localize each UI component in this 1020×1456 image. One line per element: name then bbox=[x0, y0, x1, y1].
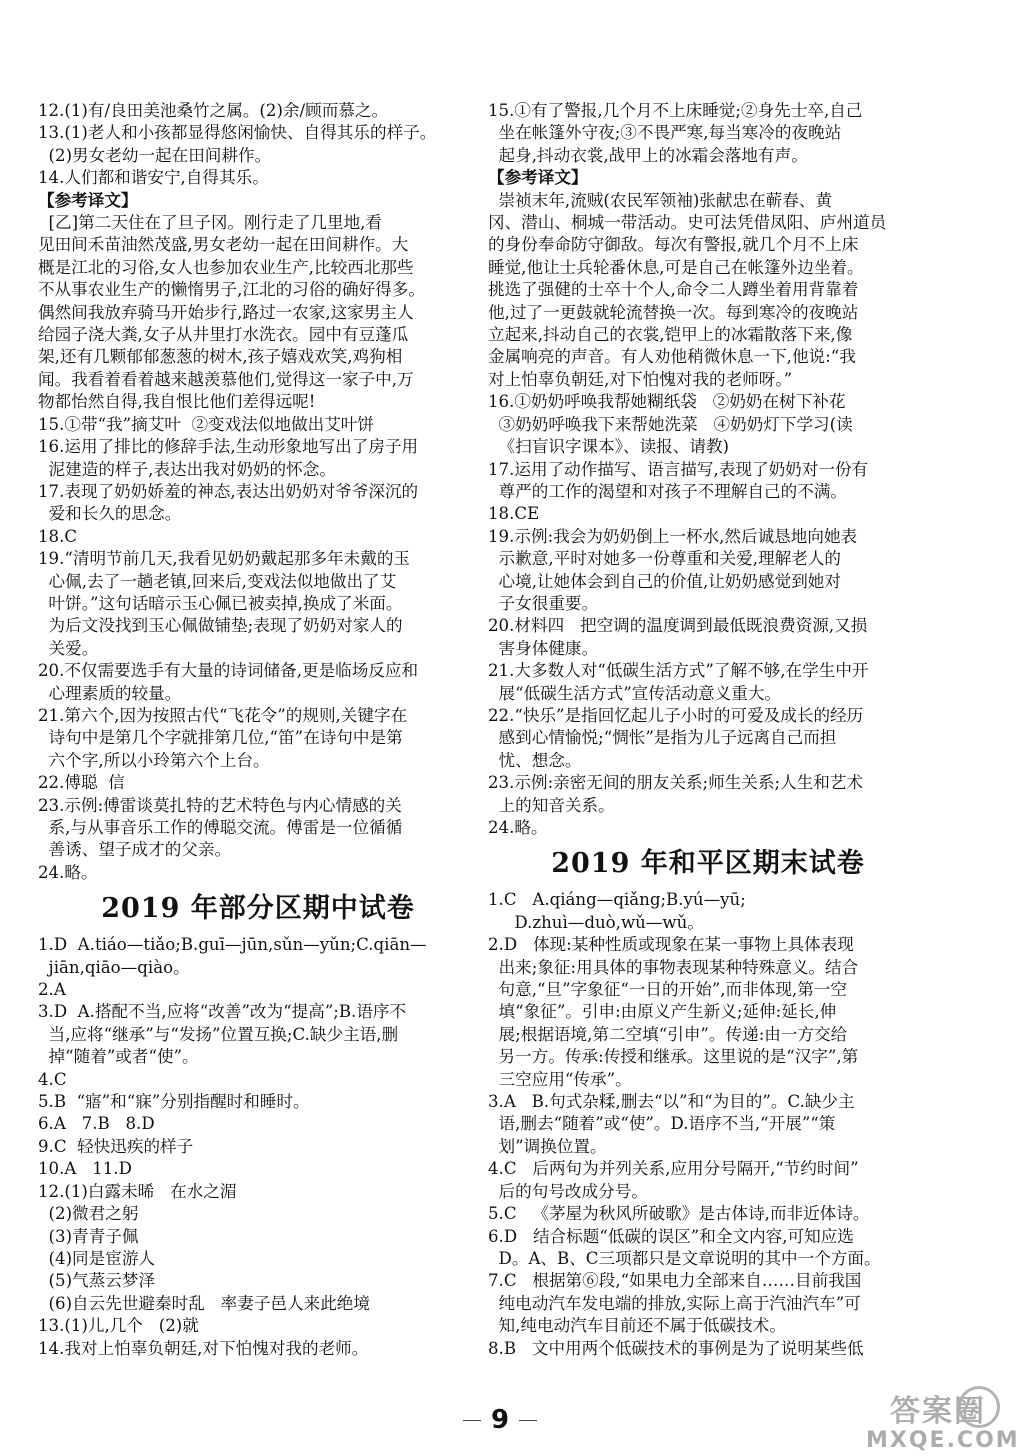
answer-line: 心佩,去了一趟老镇,回来后,变戏法似地做出了艾 bbox=[38, 571, 397, 591]
answer-line: (3)青青子佩 bbox=[38, 1226, 139, 1246]
answer-line: 系,与从事音乐工作的傅聪交流。傅雷是一位循循 bbox=[38, 818, 403, 837]
page-number-left-dash bbox=[463, 1420, 481, 1421]
answer-line: 16.运用了排比的修辞手法,生动形象地写出了房子用 bbox=[38, 437, 419, 457]
left-answers-b bbox=[38, 212, 478, 884]
answer-line: 后的句号改成分号。 bbox=[488, 1181, 648, 1201]
answer-line: 立起来,抖动自己的衣裳,铠甲上的冰霜散落下来,像 bbox=[488, 325, 853, 345]
answer-line: 的身份奉命防守御敌。每次有警报,就几个月不上床 bbox=[488, 235, 859, 255]
answer-line: 上的知音关系。 bbox=[488, 795, 615, 815]
right-answers-c bbox=[488, 889, 928, 1360]
answer-line: 18.CE bbox=[488, 504, 540, 524]
answer-line: 架,还有几颗郁郁葱葱的树木,孩子嬉戏欢笑,鸡狗相 bbox=[38, 347, 403, 367]
answer-line: 9.C 轻快迅疾的样子 bbox=[38, 1136, 194, 1156]
answer-line: (4)同是宦游人 bbox=[38, 1248, 156, 1268]
answer-line: (5)气蒸云梦泽 bbox=[38, 1271, 156, 1291]
answer-line: 15.①有了警报,几个月不上床睡觉;②身先士卒,自己 bbox=[488, 101, 863, 120]
answer-line: ③奶奶呼唤我下来帮她洗菜 ④奶奶灯下学习(读 bbox=[488, 414, 853, 434]
answer-line: 感到心情愉悦;“惆怅”是指为儿子远离自己而担 bbox=[488, 728, 837, 748]
answer-line: 善诱、望子成才的父亲。 bbox=[38, 840, 232, 860]
answer-line: 20.不仅需要选手有大量的诗词储备,更是临场反应和 bbox=[38, 661, 419, 681]
answer-line: 掉“随着”或者“使”。 bbox=[38, 1047, 199, 1067]
answer-line: 21.第六个,因为按照古代“飞花令”的规则,关键字在 bbox=[38, 705, 408, 725]
right-answers-a bbox=[488, 100, 928, 167]
answer-line: 22.傅聪 信 bbox=[38, 773, 125, 793]
answer-line: 16.①奶奶呼唤我帮她糊纸袋 ②奶奶在树下补花 bbox=[488, 392, 846, 412]
answer-line: 4.C bbox=[38, 1069, 67, 1089]
answer-line: 尊严的工作的渴望和对孩子不理解自己的不满。 bbox=[488, 481, 848, 501]
answer-line: 泥建造的样子,表达出我对奶奶的怀念。 bbox=[38, 459, 336, 479]
answer-line: 关爱。 bbox=[38, 638, 99, 658]
page-number-value: 9 bbox=[490, 1405, 510, 1435]
answer-line: 18.C bbox=[38, 526, 78, 546]
answer-line: 六个字,所以小玲第六个上台。 bbox=[38, 750, 270, 770]
answer-line: 13.(1)儿,几个 (2)就 bbox=[38, 1316, 199, 1336]
left-section-title: 2019 年部分区期中试卷 bbox=[101, 893, 415, 925]
left-answers-c bbox=[38, 934, 478, 1360]
answer-line: 2.A bbox=[38, 980, 66, 1000]
answer-line: 24.略。 bbox=[488, 818, 548, 837]
answer-line: 23.示例:亲密无间的朋友关系;师生关系;人生和艺术 bbox=[488, 773, 864, 793]
answer-line: 心境,让她体会到自己的价值,让奶奶感觉到她对 bbox=[488, 571, 841, 591]
answer-line: 金属响亮的声音。有人劝他稍微休息一下,他说:“我 bbox=[488, 347, 856, 367]
answer-line: D。A、B、C三项都只是文章说明的其中一个方面。 bbox=[488, 1248, 881, 1268]
page-number bbox=[0, 1405, 1000, 1435]
answer-line: 14.人们都和谐安宁,自得其乐。 bbox=[38, 168, 269, 188]
answer-line: 7.C 根据第⑥段,“如果电力全部来自……目前我国 bbox=[488, 1271, 862, 1291]
answer-line: 见田间禾苗油然茂盛,男女老幼一起在田间耕作。大 bbox=[38, 235, 409, 255]
answer-line: 17.运用了动作描写、语言描写,表现了奶奶对一份有 bbox=[488, 459, 869, 479]
answer-line: 偶然间我放弃骑马开始步行,路过一农家,这家男主人 bbox=[38, 302, 414, 322]
answer-line: 崇祯末年,流贼(农民军领袖)张献忠在蕲春、黄 bbox=[488, 190, 833, 210]
answer-line: 概是江北的习俗,女人也参加农业生产,比较西北那些 bbox=[38, 257, 414, 277]
answer-line: 21.大多数人对“低碳生活方式”了解不够,在学生中开 bbox=[488, 661, 869, 681]
answer-line: 5.B “寤”和“寐”分别指醒时和睡时。 bbox=[38, 1092, 310, 1112]
answer-line: 挑选了强健的士卒十个人,命令二人蹲坐着用背靠着 bbox=[488, 280, 859, 300]
answer-line: 23.示例:傅雷谈莫扎特的艺术特色与内心情感的关 bbox=[38, 795, 402, 815]
answer-line: 闻。我看着看着越来越羡慕他们,觉得这一家子中,万 bbox=[38, 369, 414, 389]
answer-line: 19.示例:我会为奶奶倒上一杯水,然后诚恳地向她表 bbox=[488, 526, 858, 546]
right-section-title: 2019 年和平区期末试卷 bbox=[551, 848, 865, 880]
answer-line: 15.①带“我”摘艾叶 ②变戏法似地做出艾叶饼 bbox=[38, 414, 374, 434]
answer-line: 他,过了一更鼓就轮流替换一次。每到寒冷的夜晚站 bbox=[488, 302, 859, 322]
answer-line: 2.D 体现:某种性质或现象在某一事物上具体表现 bbox=[488, 935, 854, 955]
answer-line: 对上怕辜负朝廷,对下怕愧对我的老师呀。” bbox=[488, 369, 793, 389]
answer-line: 20.材料四 把空调的温度调到最低既浪费资源,又损 bbox=[488, 616, 868, 636]
answer-line: 不从事农业生产的懒惰男子,江北的习俗的确好得多。 bbox=[38, 280, 425, 300]
answer-line: 17.表现了奶奶娇羞的神态,表达出奶奶对爷爷深沉的 bbox=[38, 481, 419, 501]
answer-line: 诗句中是第几个字就排第几位,“笛”在诗句中是第 bbox=[38, 728, 403, 748]
answer-line: 爱和长久的思念。 bbox=[38, 504, 182, 524]
answer-line: 子女很重要。 bbox=[488, 593, 599, 613]
right-answers-b bbox=[488, 190, 928, 840]
answer-line: 划”调换位置。 bbox=[488, 1136, 607, 1156]
answer-line: 害身体健康。 bbox=[488, 638, 599, 658]
answer-line: 知,纯电动汽车目前还不属于低碳技术。 bbox=[488, 1316, 786, 1336]
answer-line: 4.C 后两句为并列关系,应用分号隔开,“节约时间” bbox=[488, 1159, 859, 1179]
answer-line: jiān,qiāo—qiào。 bbox=[38, 957, 190, 977]
answer-line: 1.D A.tiáo—tiǎo;B.guī—jūn,sǔn—yǔn;C.qiān— bbox=[38, 935, 427, 955]
answer-line: 示歉意,平时对她多一份尊重和关爱,理解老人的 bbox=[488, 549, 841, 569]
left-column bbox=[38, 100, 478, 1360]
answer-line: (2)微君之躬 bbox=[38, 1204, 139, 1224]
page-number-right-dash bbox=[519, 1420, 537, 1421]
answer-line: 起身,抖动衣裳,战甲上的冰霜会落地有声。 bbox=[488, 145, 808, 165]
answer-line: 纯电动汽车发电端的排放,实际上高于汽油汽车”可 bbox=[488, 1293, 861, 1313]
answer-line: 12.(1)有/良田美池桑竹之属。(2)余/顾而慕之。 bbox=[38, 101, 389, 120]
answer-line: 三空应用“传承”。 bbox=[488, 1069, 632, 1089]
right-reference-translation-title: 【参考译文】 bbox=[488, 168, 588, 188]
watermark-bottom-text: MXQE.COM bbox=[866, 1428, 1020, 1453]
left-reference-translation-title: 【参考译文】 bbox=[38, 190, 138, 210]
answer-line: 出来;象征:用具体的事物表现某种特殊意义。结合 bbox=[488, 957, 859, 977]
watermark-top-text: 答案圈 bbox=[890, 1394, 986, 1429]
answer-line: 当,应将“继承”与“发扬”位置互换;C.缺少主语,删 bbox=[38, 1024, 399, 1044]
answer-line: 心理素质的较量。 bbox=[38, 683, 182, 703]
answer-line: 《扫盲识字课本》、读报、请教) bbox=[488, 437, 730, 457]
answer-line: (6)自云先世避秦时乱 率妻子邑人来此绝境 bbox=[38, 1293, 370, 1313]
answer-line: 6.A 7.B 8.D bbox=[38, 1114, 155, 1134]
answer-line: 忧、想念。 bbox=[488, 750, 582, 770]
answer-line: 12.(1)白露未晞 在水之湄 bbox=[38, 1181, 237, 1201]
answer-line: 6.D 结合标题“低碳的误区”和全文内容,可知应选 bbox=[488, 1226, 854, 1246]
answer-line: 坐在帐篷外守夜;③不畏严寒,每当寒冷的夜晚站 bbox=[488, 123, 842, 143]
answer-line: [乙]第二天住在了旦子冈。刚行走了几里地,看 bbox=[38, 213, 383, 233]
answer-line: 14.我对上怕辜负朝廷,对下怕愧对我的老师。 bbox=[38, 1338, 369, 1358]
answer-line: 1.C A.qiáng—qiǎng;B.yú—yū; bbox=[488, 890, 746, 910]
answer-line: 叶饼。”这句话暗示玉心佩已被卖掉,换成了米面。 bbox=[38, 593, 403, 613]
answer-line: 填“象征”。引申:由原义产生新义;延伸:延长,伸 bbox=[488, 1002, 837, 1022]
left-answers-a bbox=[38, 100, 478, 190]
answer-line: 另一方。传承:传授和继承。这里说的是“汉字”,第 bbox=[488, 1047, 859, 1067]
answer-line: 睡觉,他让士兵轮番休息,可是自己在帐篷外边坐着。 bbox=[488, 257, 864, 277]
answer-line: 展“低碳生活方式”宣传活动意义重大。 bbox=[488, 683, 782, 703]
answer-line: 为后文没找到玉心佩做铺垫;表现了奶奶对家人的 bbox=[38, 616, 403, 636]
answer-line: 句意,“旦”字象征“一日的开始”,而非体现,第一空 bbox=[488, 980, 847, 1000]
answer-line: 13.(1)老人和小孩都显得悠闲愉快、自得其乐的样子。 bbox=[38, 123, 437, 143]
answer-line: (2)男女老幼一起在田间耕作。 bbox=[38, 145, 272, 165]
answer-line: 3.A B.句式杂糅,删去“以”和“为目的”。C.缺少主 bbox=[488, 1092, 855, 1112]
answer-line: 22.“快乐”是指回忆起儿子小时的可爱及成长的经历 bbox=[488, 705, 864, 725]
answer-line: D.zhuì—duò,wǔ—wǔ。 bbox=[488, 912, 704, 932]
answer-line: 19.“清明节前几天,我看见奶奶戴起那多年未戴的玉 bbox=[38, 549, 411, 569]
watermark-logo bbox=[862, 1382, 1020, 1456]
answer-line: 展;根据语境,第二空填“引申”。传递:由一方交给 bbox=[488, 1024, 848, 1044]
answer-line: 给园子浇大粪,女子从井里打水洗衣。园中有豆蓬瓜 bbox=[38, 325, 409, 345]
answer-line: 语,删去“随着”或“使”。D.语序不当,“开展”“策 bbox=[488, 1114, 836, 1134]
answer-line: 24.略。 bbox=[38, 862, 98, 882]
answer-line: 5.C 《茅屋为秋风所破歌》是古体诗,而非近体诗。 bbox=[488, 1204, 870, 1224]
answer-line: 10.A 11.D bbox=[38, 1159, 132, 1179]
answer-line: 8.B 文中用两个低碳技术的事例是为了说明某些低 bbox=[488, 1338, 864, 1358]
answer-line: 物都怡然自得,我自恨比他们差得远呢! bbox=[38, 392, 316, 412]
answer-line: 冈、潜山、桐城一带活动。史可法凭借凤阳、庐州道员 bbox=[488, 213, 887, 233]
right-column bbox=[488, 100, 928, 1360]
answer-line: 3.D A.搭配不当,应将“改善”改为“提高”;B.语序不 bbox=[38, 1002, 407, 1022]
